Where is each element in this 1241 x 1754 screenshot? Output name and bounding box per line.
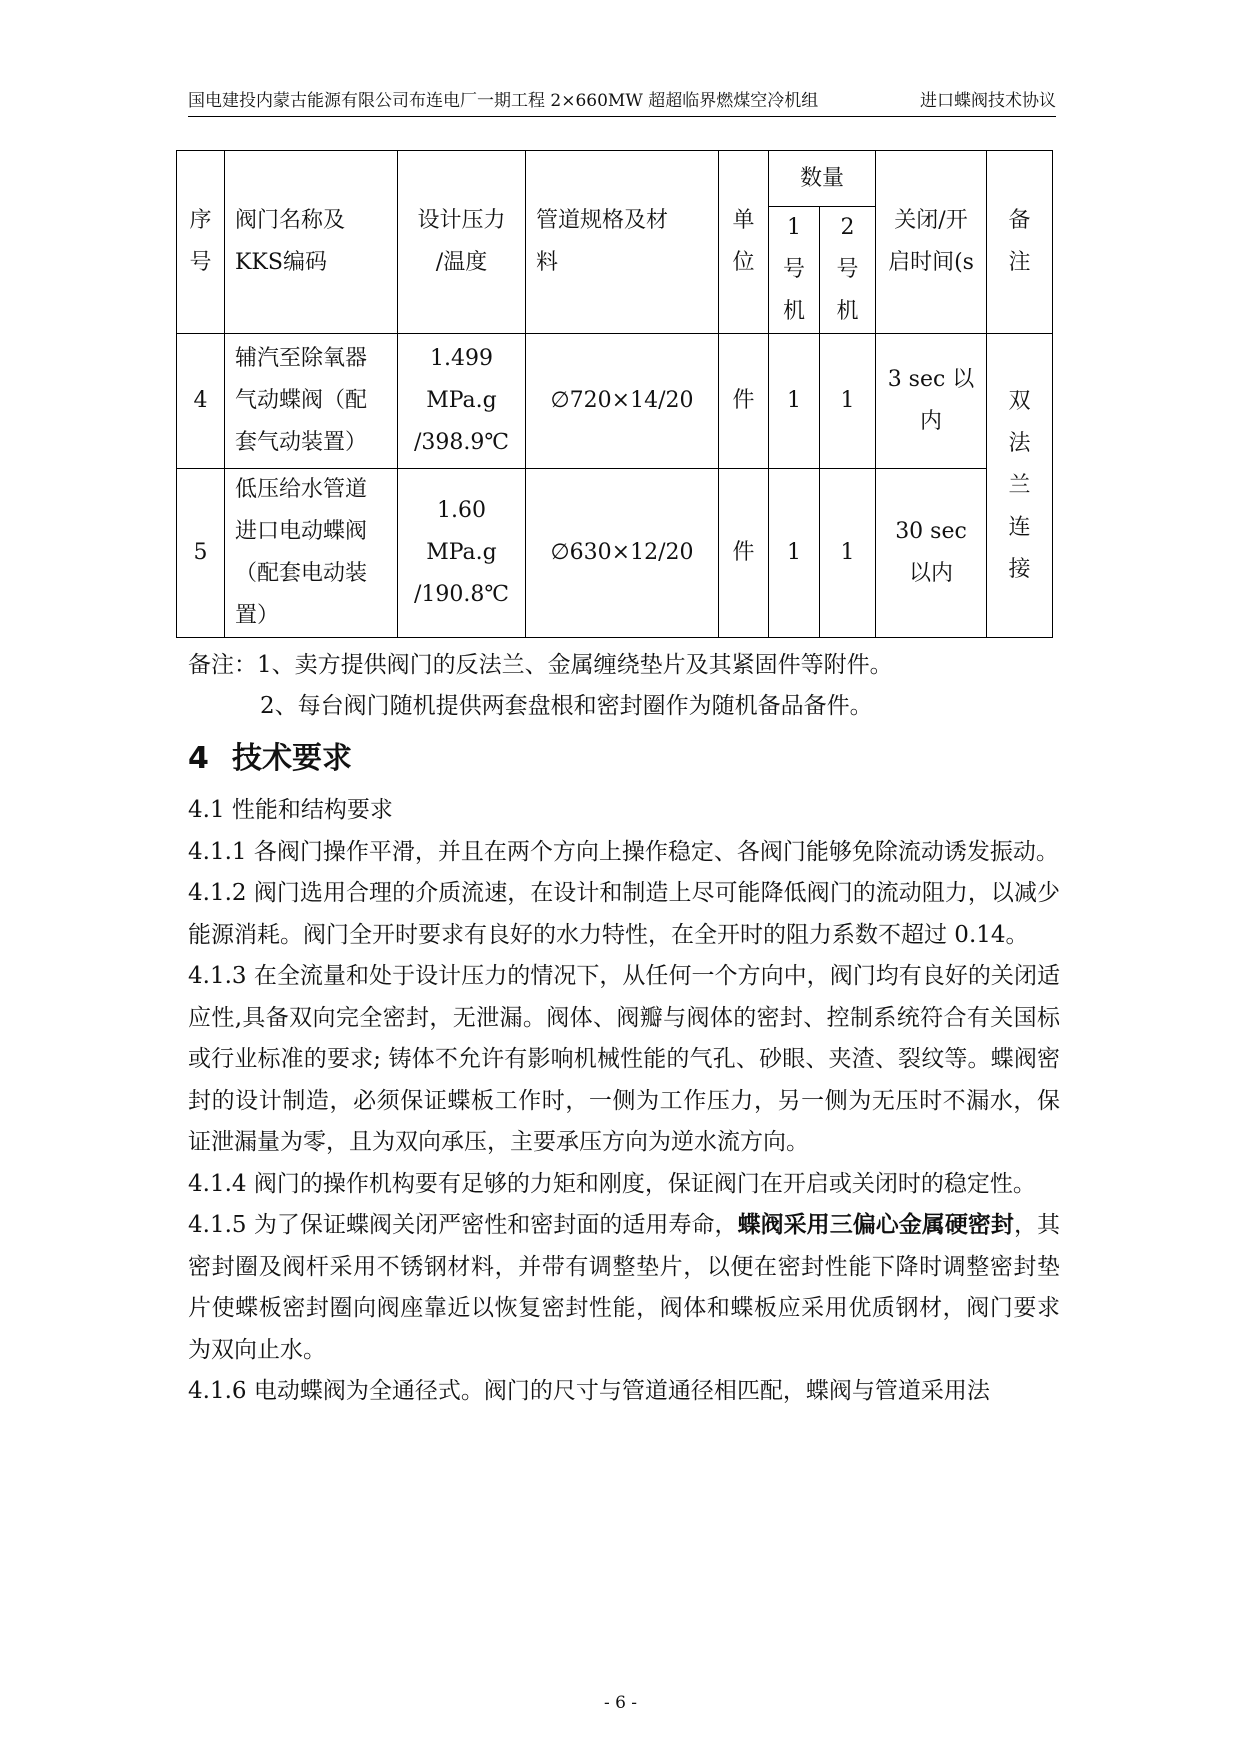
row-qty-unit-1: 1 [769, 469, 820, 638]
section-number: 4 [188, 741, 209, 776]
header-divider [188, 116, 1056, 117]
header-pipe: 管道规格及材 料 [526, 151, 719, 334]
header-close-time: 关闭/开 启时间(s [876, 151, 987, 334]
row-unit: 件 [719, 334, 769, 469]
paragraph: 4.1.1 各阀门操作平滑，并且在两个方向上操作稳定、各阀门能够免除流动诱发振动。 [188, 838, 1059, 865]
page-header [188, 86, 1056, 111]
table-note-2: 2、每台阀门随机提供两套盘根和密封圈作为随机备品备件。 [260, 693, 873, 719]
paragraph: 4.1.4 阀门的操作机构要有足够的力矩和刚度，保证阀门在开启或关闭时的稳定性。 [188, 1170, 1036, 1197]
table-header-row [177, 151, 1053, 207]
table-note-1: 备注：1、卖方提供阀门的反法兰、金属缠绕垫片及其紧固件等附件。 [188, 652, 893, 678]
row-unit: 件 [719, 469, 769, 638]
paragraph: 4.1.2 阀门选用合理的介质流速，在设计和制造上尽可能降低阀门的流动阻力，以减少能源消耗。阀门全开时要求有良好的水力特性，在全开时的阻力系数不超过 0.14。 [188, 880, 1060, 948]
row-qty-unit-2: 1 [820, 334, 876, 469]
table-row [177, 469, 1053, 638]
section-heading [188, 733, 352, 777]
header-remark: 备 注 [987, 151, 1053, 334]
row-valve-name: 低压给水管道 进口电动蝶阀 （配套电动装 置） [225, 469, 398, 638]
bold-emphasis: 蝶阀采用三偏心金属硬密封 [737, 1212, 1014, 1238]
row-seq: 4 [177, 334, 225, 469]
row-pipe: ∅720×14/20 [526, 334, 719, 469]
header-document-title: 进口蝶阀技术协议 [920, 91, 1056, 111]
header-valve-name: 阀门名称及 KKS编码 [225, 151, 398, 334]
row-seq: 5 [177, 469, 225, 638]
header-project: 国电建投内蒙古能源有限公司布连电厂一期工程 2×660MW 超超临界燃煤空冷机组 [188, 91, 819, 111]
row-pressure: 1.60 MPa.g /190.8℃ [398, 469, 526, 638]
row-remark: 双 法 兰 连 接 [987, 334, 1053, 638]
header-unit: 单 位 [719, 151, 769, 334]
row-qty-unit-1: 1 [769, 334, 820, 469]
section-body [188, 790, 1060, 1413]
subsection-heading: 4.1 性能和结构要求 [188, 797, 393, 823]
header-unit-1: 1 号 机 [769, 207, 820, 334]
header-unit-2: 2 号 机 [820, 207, 876, 334]
header-seq: 序 号 [177, 151, 225, 334]
paragraph [188, 1205, 1060, 1371]
valve-table [176, 150, 1053, 638]
page-number: - 6 - [603, 1693, 638, 1713]
row-pipe: ∅630×12/20 [526, 469, 719, 638]
header-pressure: 设计压力 /温度 [398, 151, 526, 334]
paragraph: 4.1.6 电动蝶阀为全通径式。阀门的尺寸与管道通径相匹配，蝶阀与管道采用法 [188, 1378, 990, 1404]
paragraph: 4.1.3 在全流量和处于设计压力的情况下，从任何一个方向中，阀门均有良好的关闭适应性,具备双向完全密封，无泄漏。阀体、阀瓣与阀体的密封、控制系统符合有关国标或行业标准的要求; 铸体不允许有影响机械性能的气孔、砂眼、夹渣、裂纹等。蝶阀密封的设计制造，必须保证蝶板工作时，一侧为工作压力，另一侧为无压时不漏水，保证泄漏量为零，且为双向承压，主要承压方向为逆水流方向。 [188, 963, 1060, 1155]
row-pressure: 1.499 MPa.g /398.9℃ [398, 334, 526, 469]
row-valve-name: 辅汽至除氧器 气动蝶阀（配 套气动装置） [225, 334, 398, 469]
row-qty-unit-2: 1 [820, 469, 876, 638]
row-close-time: 3 sec 以 内 [876, 334, 987, 469]
row-close-time: 30 sec 以内 [876, 469, 987, 638]
section-title: 技术要求 [232, 741, 352, 776]
table-row [177, 334, 1053, 469]
header-quantity: 数量 [769, 151, 876, 207]
paragraph-text: 4.1.5 为了保证蝶阀关闭严密性和密封面的适用寿命， [188, 1212, 738, 1238]
paragraph-text: ，其密封圈及阀杆采用不锈钢材料，并带有调整垫片，以便在密封性能下降时调整密封垫片使蝶板密封圈向阀座靠近以恢复密封性能，阀体和蝶板应采用优质钢材，阀门要求为双向止水。 [188, 1212, 1061, 1363]
